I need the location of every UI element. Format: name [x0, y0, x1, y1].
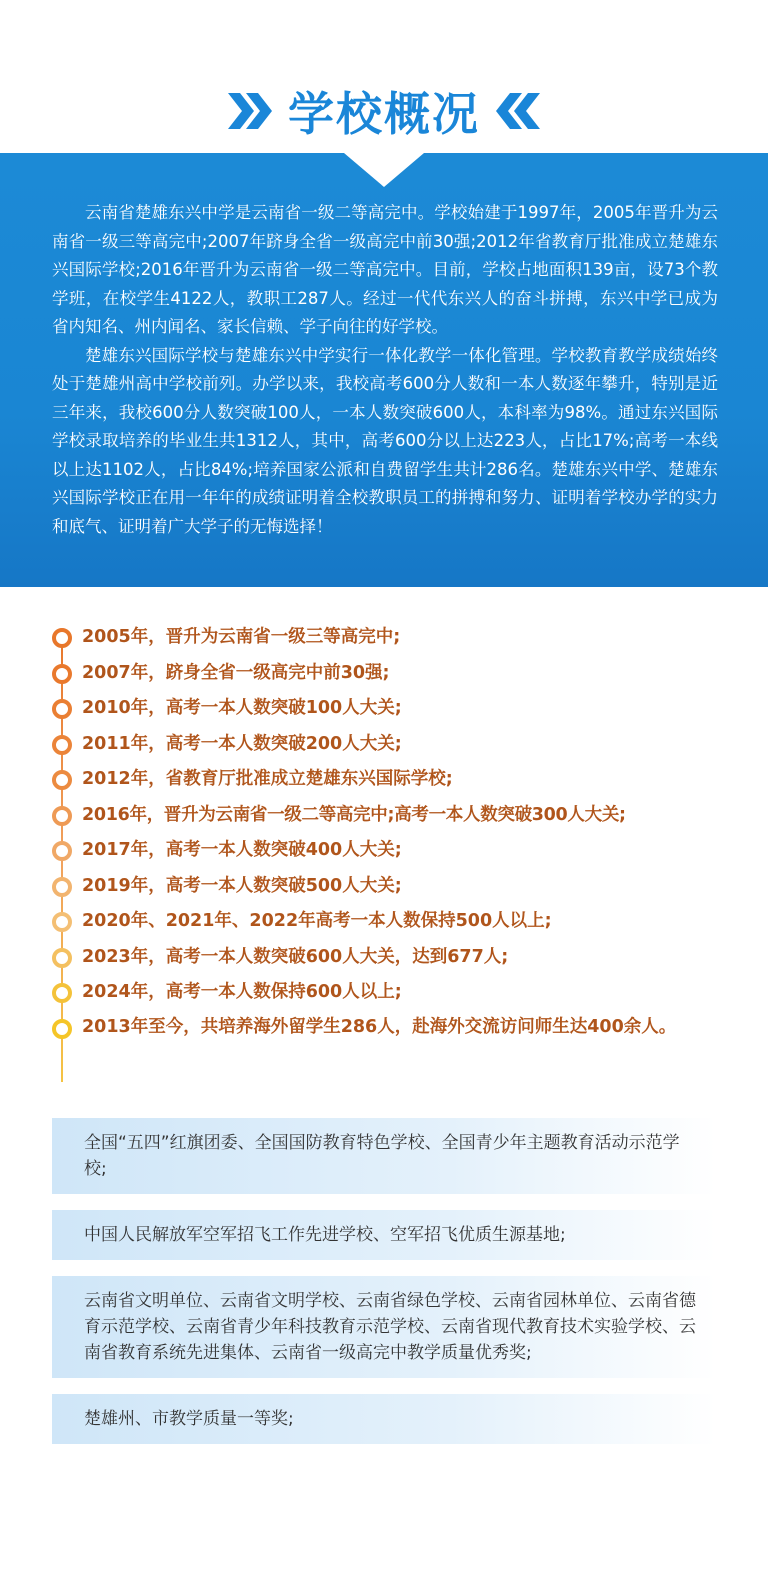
timeline-item	[52, 906, 742, 942]
timeline-text: 2024年，高考一本人数保持600人以上;	[82, 982, 402, 1002]
timeline	[52, 622, 742, 1041]
notch-decoration	[344, 153, 424, 187]
timeline-text: 2011年，高考一本人数突破200人大关;	[82, 733, 402, 754]
timeline-dot-icon	[52, 948, 72, 968]
timeline-text: 2007年，跻身全省一级高完中前30强;	[82, 662, 390, 683]
intro-text	[52, 199, 718, 541]
timeline-item	[52, 764, 742, 800]
timeline-text: 2020年、2021年、2022年高考一本人数保持500人以上;	[82, 911, 552, 931]
timeline-text: 2016年，晋升为云南省一级二等高完中;高考一本人数突破300人大关;	[82, 804, 626, 825]
timeline-text: 2023年，高考一本人数突破600人大关，达到677人;	[82, 946, 509, 967]
intro-paragraph: 云南省楚雄东兴中学是云南省一级二等高完中。学校始建于1997年，2005年晋升为云南省一级三等高完中;2007年跻身全省一级高完中前30强;2012年省教育厅批准成立楚雄东兴国际学校;2016年晋升为云南省一级二等高完中。目前，学校占地面积139亩，设73个教学班，在校学生4122人，教职工287人。经过一代代东兴人的奋斗拼搏，东兴中学已成为省内知名、州内闻名、家长信赖、学子向往的好学校。	[52, 203, 718, 336]
timeline-dot-icon	[52, 628, 72, 648]
chevron-right-double-icon	[226, 91, 274, 131]
timeline-item	[52, 835, 742, 871]
honor-item: 中国人民解放军空军招飞工作先进学校、空军招飞优质生源基地;	[52, 1210, 716, 1260]
timeline-item	[52, 800, 742, 836]
timeline-dot-icon	[52, 806, 72, 826]
timeline-text: 2012年，省教育厅批准成立楚雄东兴国际学校;	[82, 769, 453, 789]
timeline-dot-icon	[52, 841, 72, 861]
timeline-dot-icon	[52, 770, 72, 790]
timeline-item	[52, 729, 742, 765]
timeline-item	[52, 693, 742, 729]
timeline-text: 2017年，高考一本人数突破400人大关;	[82, 840, 402, 860]
intro-paragraph: 楚雄东兴国际学校与楚雄东兴中学实行一体化教学一体化管理。学校教育教学成绩始终处于楚雄州高中学校前列。办学以来，我校高考600分人数和一本人数逐年攀升，特别是近三年来，我校600分人数突破100人，一本人数突破600人，本科率为98%。通过东兴国际学校录取培养的毕业生共1312人，其中，高考600分以上达223人，占比17%;高考一本线以上达1102人，占比84%;培养国家公派和自费留学生共计286名。楚雄东兴中学、楚雄东兴国际学校正在用一年年的成绩证明着全校教职员工的拼搏和努力、证明着学校办学的实力和底气、证明着广大学子的无悔选择！	[52, 345, 718, 536]
timeline-item	[52, 1013, 742, 1041]
timeline-dot-icon	[52, 1019, 72, 1039]
timeline-dot-icon	[52, 735, 72, 755]
timeline-item	[52, 977, 742, 1013]
timeline-item	[52, 871, 742, 907]
timeline-text: 2013年至今，共培养海外留学生286人，赴海外交流访问师生达400余人。	[82, 1016, 677, 1037]
honor-item: 云南省文明单位、云南省文明学校、云南省绿色学校、云南省园林单位、云南省德育示范学校、云南省青少年科技教育示范学校、云南省现代教育技术实验学校、云南省教育系统先进集体、云南省一级高完中教学质量优秀奖;	[52, 1276, 716, 1378]
timeline-dot-icon	[52, 877, 72, 897]
timeline-dot-icon	[52, 912, 72, 932]
timeline-dot-icon	[52, 983, 72, 1003]
timeline-dot-icon	[52, 664, 72, 684]
timeline-item	[52, 942, 742, 978]
timeline-text: 2005年，晋升为云南省一级三等高完中;	[82, 627, 401, 647]
timeline-text: 2010年，高考一本人数突破100人大关;	[82, 698, 402, 718]
timeline-item	[52, 658, 742, 694]
honor-item: 全国“五四”红旗团委、全国国防教育特色学校、全国青少年主题教育活动示范学校;	[52, 1118, 716, 1194]
honors-list	[52, 1118, 716, 1460]
page-title: 学校概况	[288, 87, 480, 141]
section-title	[226, 78, 542, 144]
title-bar	[0, 0, 768, 153]
timeline-text: 2019年，高考一本人数突破500人大关;	[82, 875, 402, 896]
honor-item: 楚雄州、市教学质量一等奖;	[52, 1394, 716, 1444]
timeline-item	[52, 622, 742, 658]
chevron-left-double-icon	[494, 91, 542, 131]
timeline-dot-icon	[52, 699, 72, 719]
